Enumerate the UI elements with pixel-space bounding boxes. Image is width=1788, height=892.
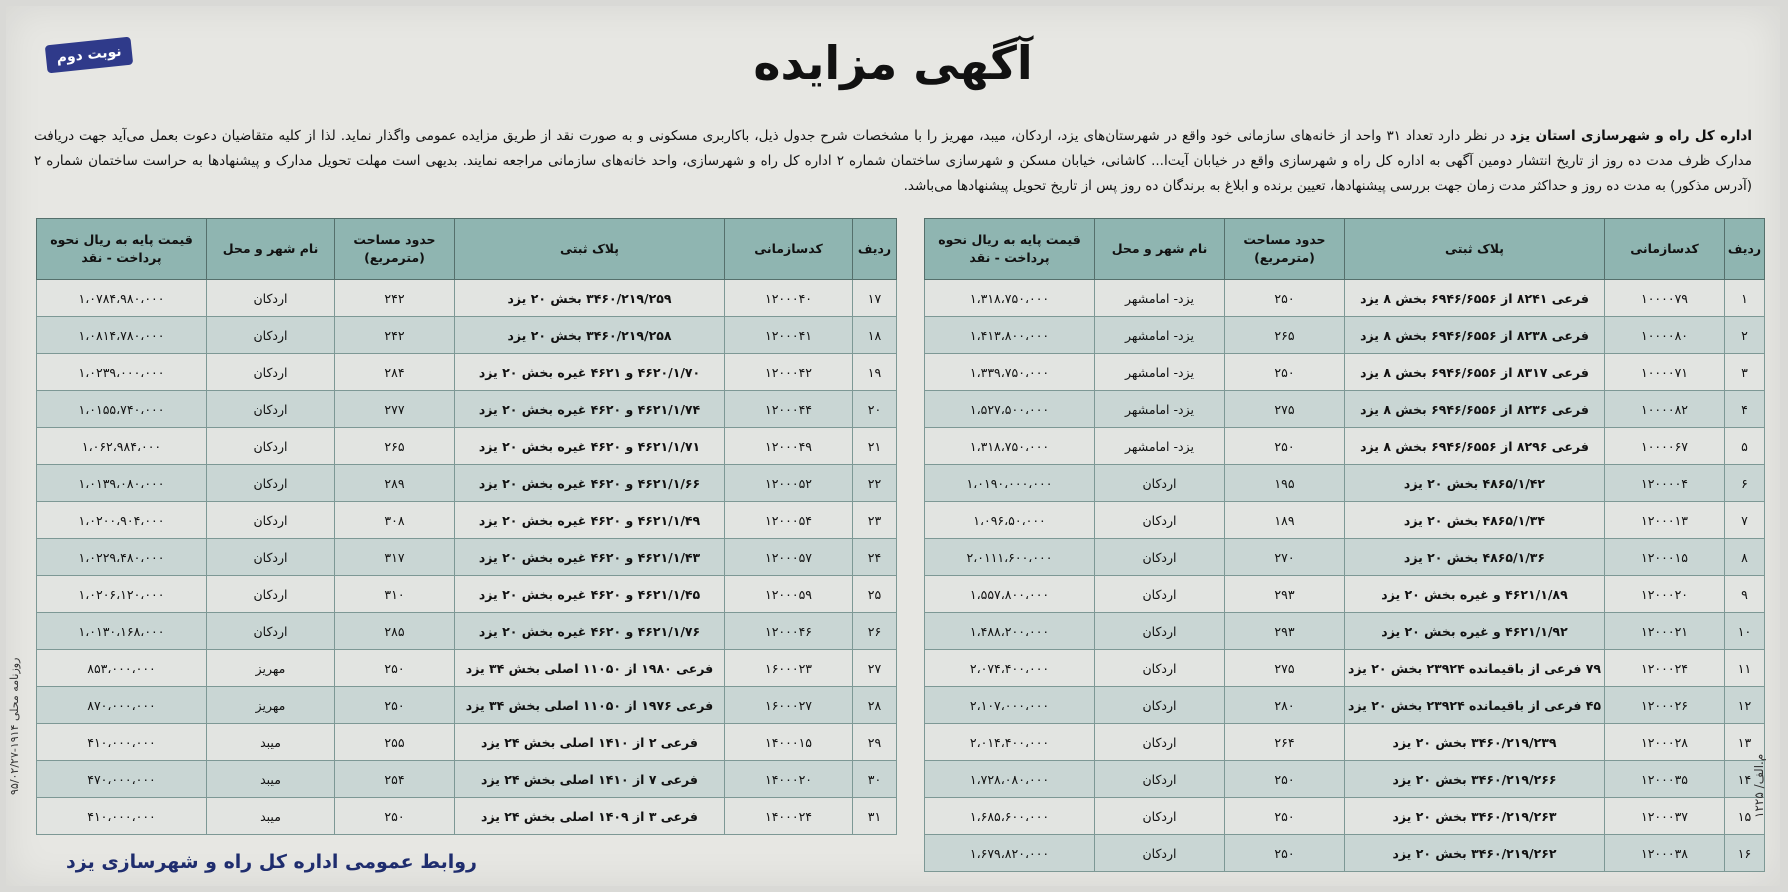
cell-code: ۱۲۰۰۰۲۶ xyxy=(1605,687,1725,724)
cell-row: ۸ xyxy=(1725,539,1765,576)
cell-row: ۲۴ xyxy=(853,539,897,576)
cell-city: اردکان xyxy=(207,576,335,613)
cell-code: ۱۲۰۰۰۵۴ xyxy=(725,502,853,539)
cell-row: ۱۶ xyxy=(1725,835,1765,872)
cell-code: ۱۰۰۰۰۸۰ xyxy=(1605,317,1725,354)
cell-row: ۱۰ xyxy=(1725,613,1765,650)
cell-plate: ۴۸۶۵/۱/۳۴ بخش ۲۰ یزد xyxy=(1345,502,1605,539)
page-title: آگهی مزایده xyxy=(753,36,1033,90)
cell-city: اردکان xyxy=(1095,761,1225,798)
cell-area: ۲۵۰ xyxy=(1225,761,1345,798)
cell-code: ۱۲۰۰۰۴۶ xyxy=(725,613,853,650)
header-row-number: ردیف xyxy=(853,219,897,280)
cell-price: ۱،۴۱۳،۸۰۰،۰۰۰ xyxy=(925,317,1095,354)
table-row xyxy=(37,539,897,576)
cell-code: ۱۲۰۰۰۵۹ xyxy=(725,576,853,613)
cell-code: ۱۲۰۰۰۲۰ xyxy=(1605,576,1725,613)
cell-city: اردکان xyxy=(1095,798,1225,835)
cell-plate: فرعی ۸۲۳۶ از ۶۹۴۶/۶۵۵۶ بخش ۸ یزد xyxy=(1345,391,1605,428)
cell-price: ۱،۶۸۵،۶۰۰،۰۰۰ xyxy=(925,798,1095,835)
cell-area: ۲۵۰ xyxy=(1225,798,1345,835)
header-price: قیمت پایه به ریال نحوه پرداخت - نقد xyxy=(37,219,207,280)
table-row xyxy=(37,761,897,798)
cell-plate: فرعی ۸۲۴۱ از ۶۹۴۶/۶۵۵۶ بخش ۸ یزد xyxy=(1345,280,1605,317)
header-price: قیمت پایه به ریال نحوه پرداخت - نقد xyxy=(925,219,1095,280)
cell-plate: فرعی ۸۲۹۶ از ۶۹۴۶/۶۵۵۶ بخش ۸ یزد xyxy=(1345,428,1605,465)
table-row xyxy=(925,391,1765,428)
cell-area: ۲۶۵ xyxy=(1225,317,1345,354)
cell-plate: ۳۴۶۰/۲۱۹/۲۶۳ بخش ۲۰ یزد xyxy=(1345,798,1605,835)
intro-text: در نظر دارد تعداد ۳۱ واحد از خانه‌های سازمانی خود واقع در شهرستان‌های یزد، اردکان، میبد، مهریز را با مشخصات شرح جدول ذیل، باکاربری مسکونی و به صورت نقد از طریق مزایده عمومی واگذار نماید. لذا از کلیه متقاضیان دعوت بعمل می‌آید جهت دریافت مدارک ظرف مدت ده روز از تاریخ انتشار دومین آگهی به اداره کل راه و شهرسازی واقع در خیابان آیت‌ا... کاشانی، خیابان مسکن و شهرسازی ساختمان شماره ۲ اداره کل راه و شهرسازی، واحد خانه‌های سازمانی مراجعه نمایند. بدیهی است مهلت تحویل مدارک و پیشنهادها به حراست ساختمان شماره ۲ (آدرس مذکور) به مدت ده روز و حداکثر مدت زمان جهت بررسی پیشنهادها، تعیین برنده و ابلاغ به برندگان ده روز پس از تاریخ تحویل پیشنهادها می‌باشد. xyxy=(34,128,1752,194)
cell-row: ۲۵ xyxy=(853,576,897,613)
cell-city: اردکان xyxy=(207,317,335,354)
cell-code: ۱۶۰۰۰۲۳ xyxy=(725,650,853,687)
cell-price: ۱،۰۲۲۹،۴۸۰،۰۰۰ xyxy=(37,539,207,576)
cell-row: ۲۳ xyxy=(853,502,897,539)
cell-plate: فرعی ۸۳۱۷ از ۶۹۴۶/۶۵۵۶ بخش ۸ یزد xyxy=(1345,354,1605,391)
cell-code: ۱۲۰۰۰۰۴ xyxy=(1605,465,1725,502)
cell-code: ۱۲۰۰۰۳۸ xyxy=(1605,835,1725,872)
cell-city: اردکان xyxy=(207,613,335,650)
cell-area: ۳۱۰ xyxy=(335,576,455,613)
cell-plate: فرعی ۳ از ۱۴۰۹ اصلی بخش ۲۴ یزد xyxy=(455,798,725,835)
cell-area: ۲۸۴ xyxy=(335,354,455,391)
cell-code: ۱۲۰۰۰۴۲ xyxy=(725,354,853,391)
cell-code: ۱۰۰۰۰۷۱ xyxy=(1605,354,1725,391)
cell-price: ۸۵۳،۰۰۰،۰۰۰ xyxy=(37,650,207,687)
cell-row: ۱۴ xyxy=(1725,761,1765,798)
cell-row: ۲ xyxy=(1725,317,1765,354)
newspaper-page xyxy=(6,6,1780,886)
cell-price: ۱،۶۷۹،۸۲۰،۰۰۰ xyxy=(925,835,1095,872)
cell-price: ۱،۰۱۳۹،۰۸۰،۰۰۰ xyxy=(37,465,207,502)
cell-code: ۱۲۰۰۰۵۷ xyxy=(725,539,853,576)
cell-plate: ۴۶۲۱/۱/۷۶ و ۴۶۲۰ غیره بخش ۲۰ یزد xyxy=(455,613,725,650)
cell-plate: ۷۹ فرعی از باقیمانده ۲۳۹۲۴ بخش ۲۰ یزد xyxy=(1345,650,1605,687)
cell-code: ۱۰۰۰۰۶۷ xyxy=(1605,428,1725,465)
cell-code: ۱۲۰۰۰۲۱ xyxy=(1605,613,1725,650)
header-city: نام شهر و محل xyxy=(1095,219,1225,280)
left-table xyxy=(36,218,897,835)
cell-city: مهریز xyxy=(207,650,335,687)
header-code: کدسازمانی xyxy=(1605,219,1725,280)
right-table xyxy=(924,218,1765,872)
cell-row: ۲۹ xyxy=(853,724,897,761)
cell-city: اردکان xyxy=(207,502,335,539)
cell-price: ۱،۰۹۶،۵۰،۰۰۰ xyxy=(925,502,1095,539)
cell-code: ۱۲۰۰۰۳۷ xyxy=(1605,798,1725,835)
cell-price: ۱،۷۲۸،۰۸۰،۰۰۰ xyxy=(925,761,1095,798)
cell-row: ۲۸ xyxy=(853,687,897,724)
cell-area: ۲۵۰ xyxy=(1225,428,1345,465)
header-area: حدود مساحت (مترمربع) xyxy=(335,219,455,280)
cell-area: ۲۹۳ xyxy=(1225,576,1345,613)
cell-area: ۲۵۵ xyxy=(335,724,455,761)
cell-area: ۲۷۵ xyxy=(1225,650,1345,687)
table-row xyxy=(37,687,897,724)
cell-price: ۱،۰۱۵۵،۷۴۰،۰۰۰ xyxy=(37,391,207,428)
cell-plate: ۴۶۲۱/۱/۸۹ و غیره بخش ۲۰ یزد xyxy=(1345,576,1605,613)
cell-row: ۳۰ xyxy=(853,761,897,798)
cell-city: میبد xyxy=(207,761,335,798)
cell-area: ۳۰۸ xyxy=(335,502,455,539)
cell-price: ۱،۰۲۳۹،۰۰۰،۰۰۰ xyxy=(37,354,207,391)
cell-row: ۷ xyxy=(1725,502,1765,539)
cell-area: ۲۵۰ xyxy=(1225,354,1345,391)
cell-plate: ۳۴۶۰/۲۱۹/۲۶۲ بخش ۲۰ یزد xyxy=(1345,835,1605,872)
cell-row: ۱۸ xyxy=(853,317,897,354)
table-header-row xyxy=(37,219,897,280)
cell-city: اردکان xyxy=(207,354,335,391)
header-plate: پلاک ثبتی xyxy=(455,219,725,280)
cell-plate: فرعی ۷ از ۱۴۱۰ اصلی بخش ۲۴ یزد xyxy=(455,761,725,798)
cell-plate: ۴۶۲۰/۱/۷۰ و ۴۶۲۱ غیره بخش ۲۰ یزد xyxy=(455,354,725,391)
cell-plate: ۴۶۲۱/۱/۷۱ و ۴۶۲۰ غیره بخش ۲۰ یزد xyxy=(455,428,725,465)
cell-area: ۲۵۰ xyxy=(1225,280,1345,317)
cell-price: ۱،۰۶۲،۹۸۴،۰۰۰ xyxy=(37,428,207,465)
table-row xyxy=(925,613,1765,650)
organization-name: اداره کل راه و شهرسازی استان یزد xyxy=(1509,128,1752,144)
cell-price: ۱،۰۲۰۰،۹۰۴،۰۰۰ xyxy=(37,502,207,539)
cell-code: ۱۶۰۰۰۲۷ xyxy=(725,687,853,724)
cell-city: اردکان xyxy=(1095,650,1225,687)
cell-code: ۱۲۰۰۰۴۹ xyxy=(725,428,853,465)
cell-plate: ۴۶۲۱/۱/۹۲ و غیره بخش ۲۰ یزد xyxy=(1345,613,1605,650)
header-plate: پلاک ثبتی xyxy=(1345,219,1605,280)
cell-area: ۲۴۲ xyxy=(335,317,455,354)
cell-row: ۲۷ xyxy=(853,650,897,687)
header-row-number: ردیف xyxy=(1725,219,1765,280)
cell-code: ۱۲۰۰۰۲۸ xyxy=(1605,724,1725,761)
cell-city: اردکان xyxy=(1095,539,1225,576)
table-row xyxy=(925,502,1765,539)
cell-plate: ۴۶۲۱/۱/۶۶ و ۴۶۲۰ غیره بخش ۲۰ یزد xyxy=(455,465,725,502)
cell-area: ۱۹۵ xyxy=(1225,465,1345,502)
cell-code: ۱۲۰۰۰۲۴ xyxy=(1605,650,1725,687)
cell-row: ۲۶ xyxy=(853,613,897,650)
cell-price: ۴۱۰،۰۰۰،۰۰۰ xyxy=(37,724,207,761)
cell-area: ۲۸۹ xyxy=(335,465,455,502)
cell-area: ۲۸۰ xyxy=(1225,687,1345,724)
cell-price: ۴۷۰،۰۰۰،۰۰۰ xyxy=(37,761,207,798)
cell-price: ۱،۵۲۷،۵۰۰،۰۰۰ xyxy=(925,391,1095,428)
cell-city: یزد- امامشهر xyxy=(1095,317,1225,354)
cell-city: اردکان xyxy=(207,465,335,502)
cell-city: اردکان xyxy=(1095,724,1225,761)
cell-area: ۲۵۰ xyxy=(335,687,455,724)
cell-price: ۴۱۰،۰۰۰،۰۰۰ xyxy=(37,798,207,835)
footer-public-relations: روابط عمومی اداره کل راه و شهرسازی یزد xyxy=(66,851,477,873)
cell-area: ۲۵۴ xyxy=(335,761,455,798)
cell-plate: ۳۴۶۰/۲۱۹/۲۶۶ بخش ۲۰ یزد xyxy=(1345,761,1605,798)
cell-area: ۲۵۰ xyxy=(335,650,455,687)
table-row xyxy=(37,317,897,354)
table-row xyxy=(37,798,897,835)
cell-code: ۱۲۰۰۰۱۳ xyxy=(1605,502,1725,539)
cell-area: ۲۵۰ xyxy=(1225,835,1345,872)
cell-city: یزد- امامشهر xyxy=(1095,354,1225,391)
cell-area: ۲۷۵ xyxy=(1225,391,1345,428)
cell-area: ۳۱۷ xyxy=(335,539,455,576)
cell-area: ۲۵۰ xyxy=(335,798,455,835)
cell-plate: ۳۴۶۰/۲۱۹/۲۳۹ بخش ۲۰ یزد xyxy=(1345,724,1605,761)
cell-plate: ۴۶۲۱/۱/۴۹ و ۴۶۲۰ غیره بخش ۲۰ یزد xyxy=(455,502,725,539)
table-row xyxy=(925,835,1765,872)
cell-plate: فرعی ۲ از ۱۴۱۰ اصلی بخش ۲۴ یزد xyxy=(455,724,725,761)
cell-plate: ۴۶۲۱/۱/۷۴ و ۴۶۲۰ غیره بخش ۲۰ یزد xyxy=(455,391,725,428)
cell-price: ۸۷۰،۰۰۰،۰۰۰ xyxy=(37,687,207,724)
cell-row: ۱۷ xyxy=(853,280,897,317)
intro-paragraph xyxy=(34,124,1752,199)
cell-row: ۳ xyxy=(1725,354,1765,391)
table-row xyxy=(37,465,897,502)
cell-area: ۲۸۵ xyxy=(335,613,455,650)
table-row xyxy=(37,576,897,613)
cell-city: اردکان xyxy=(1095,687,1225,724)
header-area: حدود مساحت (مترمربع) xyxy=(1225,219,1345,280)
cell-code: ۱۴۰۰۰۱۵ xyxy=(725,724,853,761)
table-header-row xyxy=(925,219,1765,280)
cell-price: ۲،۰۱۴،۴۰۰،۰۰۰ xyxy=(925,724,1095,761)
cell-code: ۱۴۰۰۰۲۰ xyxy=(725,761,853,798)
cell-row: ۱۳ xyxy=(1725,724,1765,761)
table-row xyxy=(925,354,1765,391)
table-row xyxy=(925,798,1765,835)
cell-plate: فرعی ۱۹۷۶ از ۱۱۰۵۰ اصلی بخش ۳۴ یزد xyxy=(455,687,725,724)
cell-price: ۱،۵۵۷،۸۰۰،۰۰۰ xyxy=(925,576,1095,613)
cell-row: ۶ xyxy=(1725,465,1765,502)
cell-price: ۱،۰۱۹۰،۰۰۰،۰۰۰ xyxy=(925,465,1095,502)
cell-area: ۲۴۲ xyxy=(335,280,455,317)
cell-price: ۱،۴۸۸،۲۰۰،۰۰۰ xyxy=(925,613,1095,650)
cell-row: ۱۵ xyxy=(1725,798,1765,835)
cell-plate: ۴۶۲۱/۱/۴۵ و ۴۶۲۰ غیره بخش ۲۰ یزد xyxy=(455,576,725,613)
cell-code: ۱۲۰۰۰۴۴ xyxy=(725,391,853,428)
cell-code: ۱۲۰۰۰۱۵ xyxy=(1605,539,1725,576)
cell-price: ۱،۰۸۱۴،۷۸۰،۰۰۰ xyxy=(37,317,207,354)
cell-price: ۱،۰۷۸۴،۹۸۰،۰۰۰ xyxy=(37,280,207,317)
table-row xyxy=(37,613,897,650)
cell-row: ۱۹ xyxy=(853,354,897,391)
cell-price: ۱،۰۲۰۶،۱۲۰،۰۰۰ xyxy=(37,576,207,613)
cell-area: ۲۷۰ xyxy=(1225,539,1345,576)
table-row xyxy=(925,465,1765,502)
cell-area: ۱۸۹ xyxy=(1225,502,1345,539)
cell-row: ۹ xyxy=(1725,576,1765,613)
cell-plate: ۳۴۶۰/۲۱۹/۲۵۹ بخش ۲۰ یزد xyxy=(455,280,725,317)
cell-price: ۱،۰۱۳۰،۱۶۸،۰۰۰ xyxy=(37,613,207,650)
cell-row: ۲۰ xyxy=(853,391,897,428)
side-publication-info: روزنامه محلی ۱۹۱۴-۹۵/۰۲/۲۷ xyxy=(8,657,21,795)
table-row xyxy=(37,724,897,761)
cell-row: ۲۲ xyxy=(853,465,897,502)
table-row xyxy=(925,724,1765,761)
cell-row: ۱ xyxy=(1725,280,1765,317)
cell-area: ۲۶۵ xyxy=(335,428,455,465)
second-notice-badge: نوبت دوم xyxy=(45,37,133,74)
cell-code: ۱۴۰۰۰۲۴ xyxy=(725,798,853,835)
table-row xyxy=(37,650,897,687)
cell-plate: ۴۸۶۵/۱/۴۲ بخش ۲۰ یزد xyxy=(1345,465,1605,502)
table-row xyxy=(37,354,897,391)
cell-plate: ۴۶۲۱/۱/۴۳ و ۴۶۲۰ غیره بخش ۲۰ یزد xyxy=(455,539,725,576)
cell-city: مهریز xyxy=(207,687,335,724)
table-row xyxy=(37,428,897,465)
cell-code: ۱۲۰۰۰۴۰ xyxy=(725,280,853,317)
cell-code: ۱۰۰۰۰۷۹ xyxy=(1605,280,1725,317)
cell-plate: ۳۴۶۰/۲۱۹/۲۵۸ بخش ۲۰ یزد xyxy=(455,317,725,354)
cell-price: ۱،۳۳۹،۷۵۰،۰۰۰ xyxy=(925,354,1095,391)
cell-city: اردکان xyxy=(207,428,335,465)
table-row xyxy=(925,539,1765,576)
table-row xyxy=(925,761,1765,798)
cell-city: یزد- امامشهر xyxy=(1095,280,1225,317)
table-row xyxy=(925,428,1765,465)
cell-city: اردکان xyxy=(1095,576,1225,613)
table-row xyxy=(925,576,1765,613)
cell-price: ۲،۰۷۴،۴۰۰،۰۰۰ xyxy=(925,650,1095,687)
cell-city: اردکان xyxy=(1095,835,1225,872)
cell-price: ۱،۳۱۸،۷۵۰،۰۰۰ xyxy=(925,280,1095,317)
table-row xyxy=(925,280,1765,317)
cell-plate: فرعی ۸۲۳۸ از ۶۹۴۶/۶۵۵۶ بخش ۸ یزد xyxy=(1345,317,1605,354)
cell-row: ۲۱ xyxy=(853,428,897,465)
cell-price: ۲،۱۰۷،۰۰۰،۰۰۰ xyxy=(925,687,1095,724)
cell-plate: ۴۵ فرعی از باقیمانده ۲۳۹۲۴ بخش ۲۰ یزد xyxy=(1345,687,1605,724)
cell-code: ۱۲۰۰۰۴۱ xyxy=(725,317,853,354)
header-city: نام شهر و محل xyxy=(207,219,335,280)
cell-city: اردکان xyxy=(1095,502,1225,539)
cell-code: ۱۲۰۰۰۳۵ xyxy=(1605,761,1725,798)
cell-row: ۱۱ xyxy=(1725,650,1765,687)
cell-city: یزد- امامشهر xyxy=(1095,391,1225,428)
table-row xyxy=(37,502,897,539)
cell-code: ۱۲۰۰۰۵۲ xyxy=(725,465,853,502)
cell-area: ۲۷۷ xyxy=(335,391,455,428)
cell-city: میبد xyxy=(207,798,335,835)
cell-price: ۱،۳۱۸،۷۵۰،۰۰۰ xyxy=(925,428,1095,465)
cell-price: ۲،۰۱۱۱،۶۰۰،۰۰۰ xyxy=(925,539,1095,576)
table-row xyxy=(925,650,1765,687)
cell-city: اردکان xyxy=(1095,613,1225,650)
table-row xyxy=(925,317,1765,354)
cell-code: ۱۰۰۰۰۸۲ xyxy=(1605,391,1725,428)
cell-city: اردکان xyxy=(207,391,335,428)
cell-city: اردکان xyxy=(207,539,335,576)
table-row xyxy=(925,687,1765,724)
side-reference-number: م.الف/ ۱۲۲۵ xyxy=(1752,753,1766,819)
cell-city: میبد xyxy=(207,724,335,761)
table-row xyxy=(37,280,897,317)
cell-plate: فرعی ۱۹۸۰ از ۱۱۰۵۰ اصلی بخش ۳۴ یزد xyxy=(455,650,725,687)
cell-row: ۱۲ xyxy=(1725,687,1765,724)
cell-row: ۴ xyxy=(1725,391,1765,428)
cell-plate: ۴۸۶۵/۱/۳۶ بخش ۲۰ یزد xyxy=(1345,539,1605,576)
cell-area: ۲۹۳ xyxy=(1225,613,1345,650)
cell-city: اردکان xyxy=(1095,465,1225,502)
cell-row: ۳۱ xyxy=(853,798,897,835)
header-code: کدسازمانی xyxy=(725,219,853,280)
table-row xyxy=(37,391,897,428)
cell-row: ۵ xyxy=(1725,428,1765,465)
cell-city: یزد- امامشهر xyxy=(1095,428,1225,465)
cell-city: اردکان xyxy=(207,280,335,317)
cell-area: ۲۶۴ xyxy=(1225,724,1345,761)
